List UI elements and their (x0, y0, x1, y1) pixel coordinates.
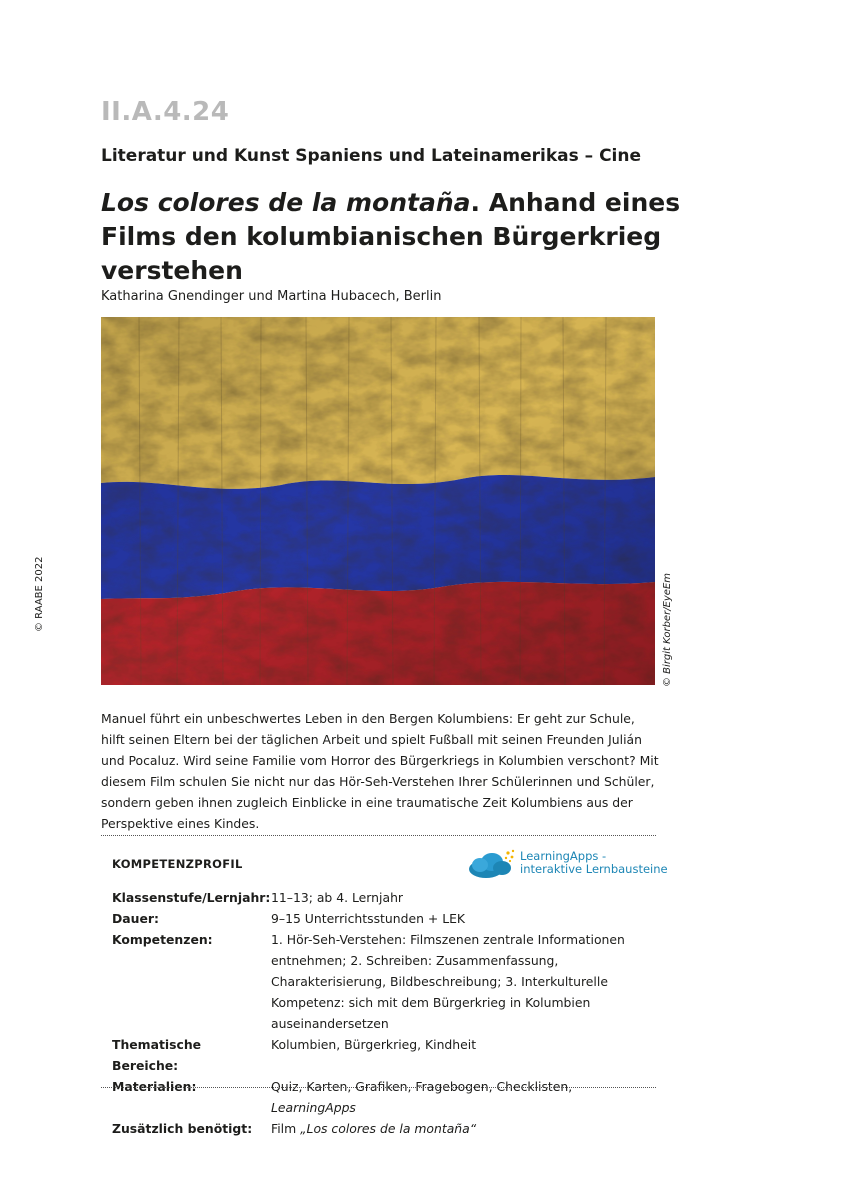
page-title (101, 186, 721, 288)
document-code: II.A.4.24 (101, 97, 230, 127)
profile-label: Klassenstufe/Lernjahr: (112, 890, 271, 905)
authors: Katharina Gnendinger und Martina Hubacech, Berlin (101, 289, 442, 304)
profile-label: Dauer: (112, 911, 159, 926)
learningapps-label (520, 850, 668, 876)
divider-top (101, 835, 656, 836)
competence-profile-heading: KOMPETENZPROFIL (112, 857, 243, 871)
profile-value-text: Film (271, 1121, 301, 1136)
colombian-flag-photo (101, 317, 655, 685)
learningapps-label-line2: interaktive Lernbausteine (520, 862, 668, 876)
profile-row (112, 1034, 657, 1076)
learningapps-label-line1: LearningApps - (520, 849, 607, 863)
intro-paragraph: Manuel führt ein unbeschwertes Leben in den Bergen Kolumbiens: Er geht zur Schule, hilft seinen Eltern bei der täglichen Arbeit und spielt Fußball mit seinen Freunden Julián und Pocaluz. Wird seine Familie vom Horror des Bürgerkriegs in Kolumbien verschont? Mit diesem Film schulen Sie nicht nur das Hör-Seh-Verstehen Ihrer Schülerinnen und Schüler, sondern geben ihnen zugleich Einblicke in eine traumatische Zeit Kolumbiens aus der Perspektive eines Kindes. (101, 711, 659, 831)
flag-graphic (101, 317, 655, 685)
profile-value-italic: LearningApps (271, 1100, 356, 1115)
profile-label: Kompetenzen: (112, 932, 213, 947)
profile-value: 9–15 Unterrichtsstunden + LEK (271, 911, 466, 926)
profile-row (112, 908, 657, 929)
profile-value-italic: „Los colores de la montaña“ (300, 1121, 477, 1136)
divider-bottom (101, 1087, 656, 1088)
title-subtitle: . Anhand eines Films den kolumbianischen Bürgerkrieg verstehen (101, 188, 681, 285)
profile-label: Zusätzlich benötigt: (112, 1121, 253, 1136)
film-title: Los colores de la montaña (101, 188, 471, 217)
profile-value-text: Quiz, Karten, Grafiken, Fragebogen, Checklisten, (271, 1079, 573, 1094)
profile-row (112, 1118, 657, 1139)
profile-value: 11–13; ab 4. Lernjahr (271, 890, 404, 905)
competence-profile-table (112, 887, 657, 1139)
profile-row (112, 929, 657, 1034)
series-title: Literatur und Kunst Spaniens und Lateinamerikas – Cine (101, 146, 641, 166)
profile-label: Thematische Bereiche: (112, 1037, 202, 1073)
profile-value (271, 1076, 657, 1118)
profile-value: 1. Hör-Seh-Verstehen: Filmszenen zentrale Informationen entnehmen; 2. Schreiben: Zusammenfassung, Charakterisierung, Bildbeschreibung; 3. Interkulturelle Kompetenz: sich mit dem Bürgerkrieg in Kolumbien auseinandersetzen (271, 932, 625, 1031)
profile-row (112, 1076, 657, 1118)
profile-value (271, 1118, 657, 1139)
profile-row (112, 887, 657, 908)
profile-label: Materialien: (112, 1079, 197, 1094)
shade-overlay (101, 317, 655, 685)
profile-value: Kolumbien, Bürgerkrieg, Kindheit (271, 1037, 477, 1052)
photo-credit: © Birgit Korber/EyeEm (662, 572, 673, 687)
publisher-copyright: © RAABE 2022 (34, 556, 45, 632)
